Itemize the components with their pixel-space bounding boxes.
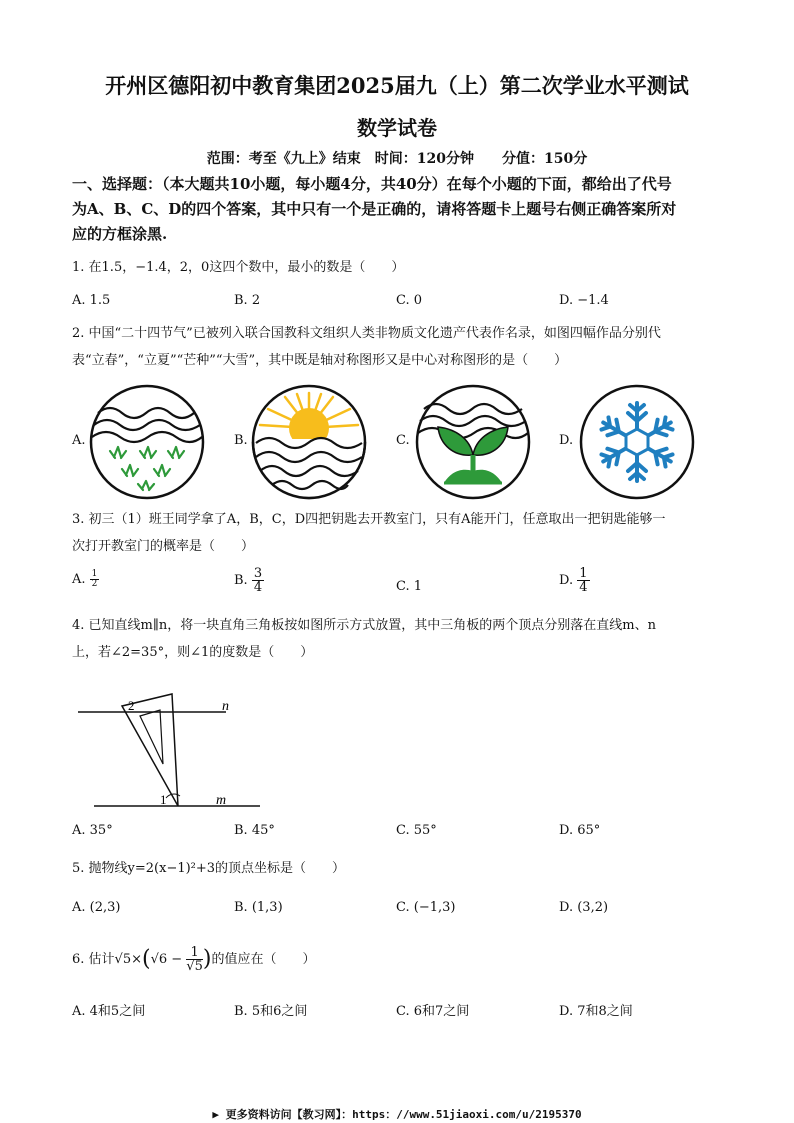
mangzhong-icon xyxy=(414,383,532,501)
q6-prefix: 6. 估计√5× xyxy=(72,952,142,967)
q6-option-d: D. 7和8之间 xyxy=(559,1004,633,1019)
q3-option-d xyxy=(559,567,590,594)
q3-option-d-fraction xyxy=(577,567,589,594)
footer-link[interactable]: ▶ 更多资料访问【教习网】：https：//www.51jiaoxi.com/u/2195370 xyxy=(212,1108,582,1121)
lichun-icon xyxy=(88,383,206,501)
question-4-text xyxy=(72,612,732,666)
q2-option-d-label: D. xyxy=(559,433,574,448)
q2-option-c-label: C. xyxy=(396,433,410,448)
question-3-line: 次打开教室门的概率是（ ） xyxy=(72,539,255,554)
q4-option-c: C. 55° xyxy=(396,823,437,838)
fraction-numerator: 3 xyxy=(253,566,263,581)
fraction-numerator: 1 xyxy=(91,569,98,579)
section-intro-line: 一、选择题：（本大题共10小题，每小题4分，共40分）在每个小题的下面，都给出了代号 xyxy=(72,175,672,193)
paren-close-glyph: ) xyxy=(202,946,212,972)
fraction-denominator: 2 xyxy=(91,579,98,589)
q3-option-a-label: A. xyxy=(72,572,86,587)
question-3-line: 3. 初三（1）班王同学拿了A，B，C，D四把钥匙去开教室门，只有A能开门，任意取出一把钥匙能够一 xyxy=(72,512,666,527)
question-4-line: 4. 已知直线m∥n，将一块直角三角板按如图所示方式放置，其中三角板的两个顶点分别落在直线m、n xyxy=(72,618,656,633)
q5-option-b: B. (1,3) xyxy=(234,900,283,915)
q3-option-c: C. 1 xyxy=(396,579,423,594)
q6-suffix: 的值应在（ ） xyxy=(211,952,316,967)
q2-option-b-label: B. xyxy=(234,433,248,448)
q6-option-c: C. 6和7之间 xyxy=(396,1004,470,1019)
q3-option-a-fraction xyxy=(90,570,100,589)
fraction-denominator: √5 xyxy=(186,959,203,974)
fraction-numerator: 1 xyxy=(579,566,588,581)
q3-option-a xyxy=(72,570,99,589)
q4-option-d: D. 65° xyxy=(559,823,601,838)
q3-option-b-label: B. xyxy=(234,573,248,588)
q2-option-a-label: A. xyxy=(72,433,86,448)
question-6-text xyxy=(72,946,732,973)
section-intro xyxy=(72,172,732,247)
q6-option-b: B. 5和6之间 xyxy=(234,1004,308,1019)
q5-option-a: A. (2,3) xyxy=(72,900,121,915)
q3-option-d-label: D. xyxy=(559,573,574,588)
line-n-label: n xyxy=(222,699,229,714)
exam-title: 开州区德阳初中教育集团2025届九（上）第二次学业水平测试 xyxy=(105,73,689,98)
q4-option-b: B. 45° xyxy=(234,823,275,838)
q6-fraction xyxy=(186,946,203,973)
q3-option-b xyxy=(234,567,264,594)
paren-open-glyph: ( xyxy=(141,946,151,972)
q1-option-d: D. −1.4 xyxy=(559,293,609,308)
q1-option-c: C. 0 xyxy=(396,293,423,308)
fraction-numerator: 1 xyxy=(186,946,203,960)
question-5-text: 5. 抛物线y=2(x−1)²+3的顶点坐标是（ ） xyxy=(72,861,346,876)
question-4-line: 上，若∠2=35°，则∠1的度数是（ ） xyxy=(72,645,314,660)
fraction-denominator: 4 xyxy=(253,580,263,595)
exam-meta: 范围：考至《九上》结束 时间：120分钟 分值：150分 xyxy=(206,151,588,167)
q1-option-b: B. 2 xyxy=(234,293,261,308)
lixia-icon xyxy=(250,383,368,501)
fraction-denominator: 4 xyxy=(579,580,588,595)
q4-figure xyxy=(74,680,274,812)
q3-option-b-fraction xyxy=(252,567,264,594)
q6-option-a: A. 4和5之间 xyxy=(72,1004,146,1019)
q6-inner: √6 − xyxy=(150,952,183,967)
daxue-snowflake-icon xyxy=(578,383,696,501)
line-m-label: m xyxy=(216,793,227,808)
section-intro-line: 为A、B、C、D的四个答案，其中只有一个是正确的，请将答题卡上题号右侧正确答案所对 xyxy=(72,200,677,218)
triangle-ruler-inner xyxy=(140,710,163,764)
question-3-text xyxy=(72,506,732,560)
q5-option-c: C. (−1,3) xyxy=(396,900,456,915)
question-2-line: 表“立春”，“立夏”“芒种”“大雪”，其中既是轴对称图形又是中心对称图形的是（ ） xyxy=(72,353,568,368)
question-2-line: 2. 中国“二十四节气”已被列入联合国教科文组织人类非物质文化遗产代表作名录，如图四幅作品分别代 xyxy=(72,326,661,341)
q5-option-d: D. (3,2) xyxy=(559,900,609,915)
question-1-text: 1. 在1.5，−1.4，2，0这四个数中，最小的数是（ ） xyxy=(72,260,405,275)
q1-option-a: A. 1.5 xyxy=(72,293,111,308)
angle-2-label: 2 xyxy=(128,698,135,713)
q4-option-a: A. 35° xyxy=(72,823,113,838)
section-intro-line: 应的方框涂黑. xyxy=(72,225,168,243)
exam-subtitle: 数学试卷 xyxy=(357,116,437,140)
angle-1-label: 1 xyxy=(160,792,167,807)
question-2-text xyxy=(72,320,732,374)
